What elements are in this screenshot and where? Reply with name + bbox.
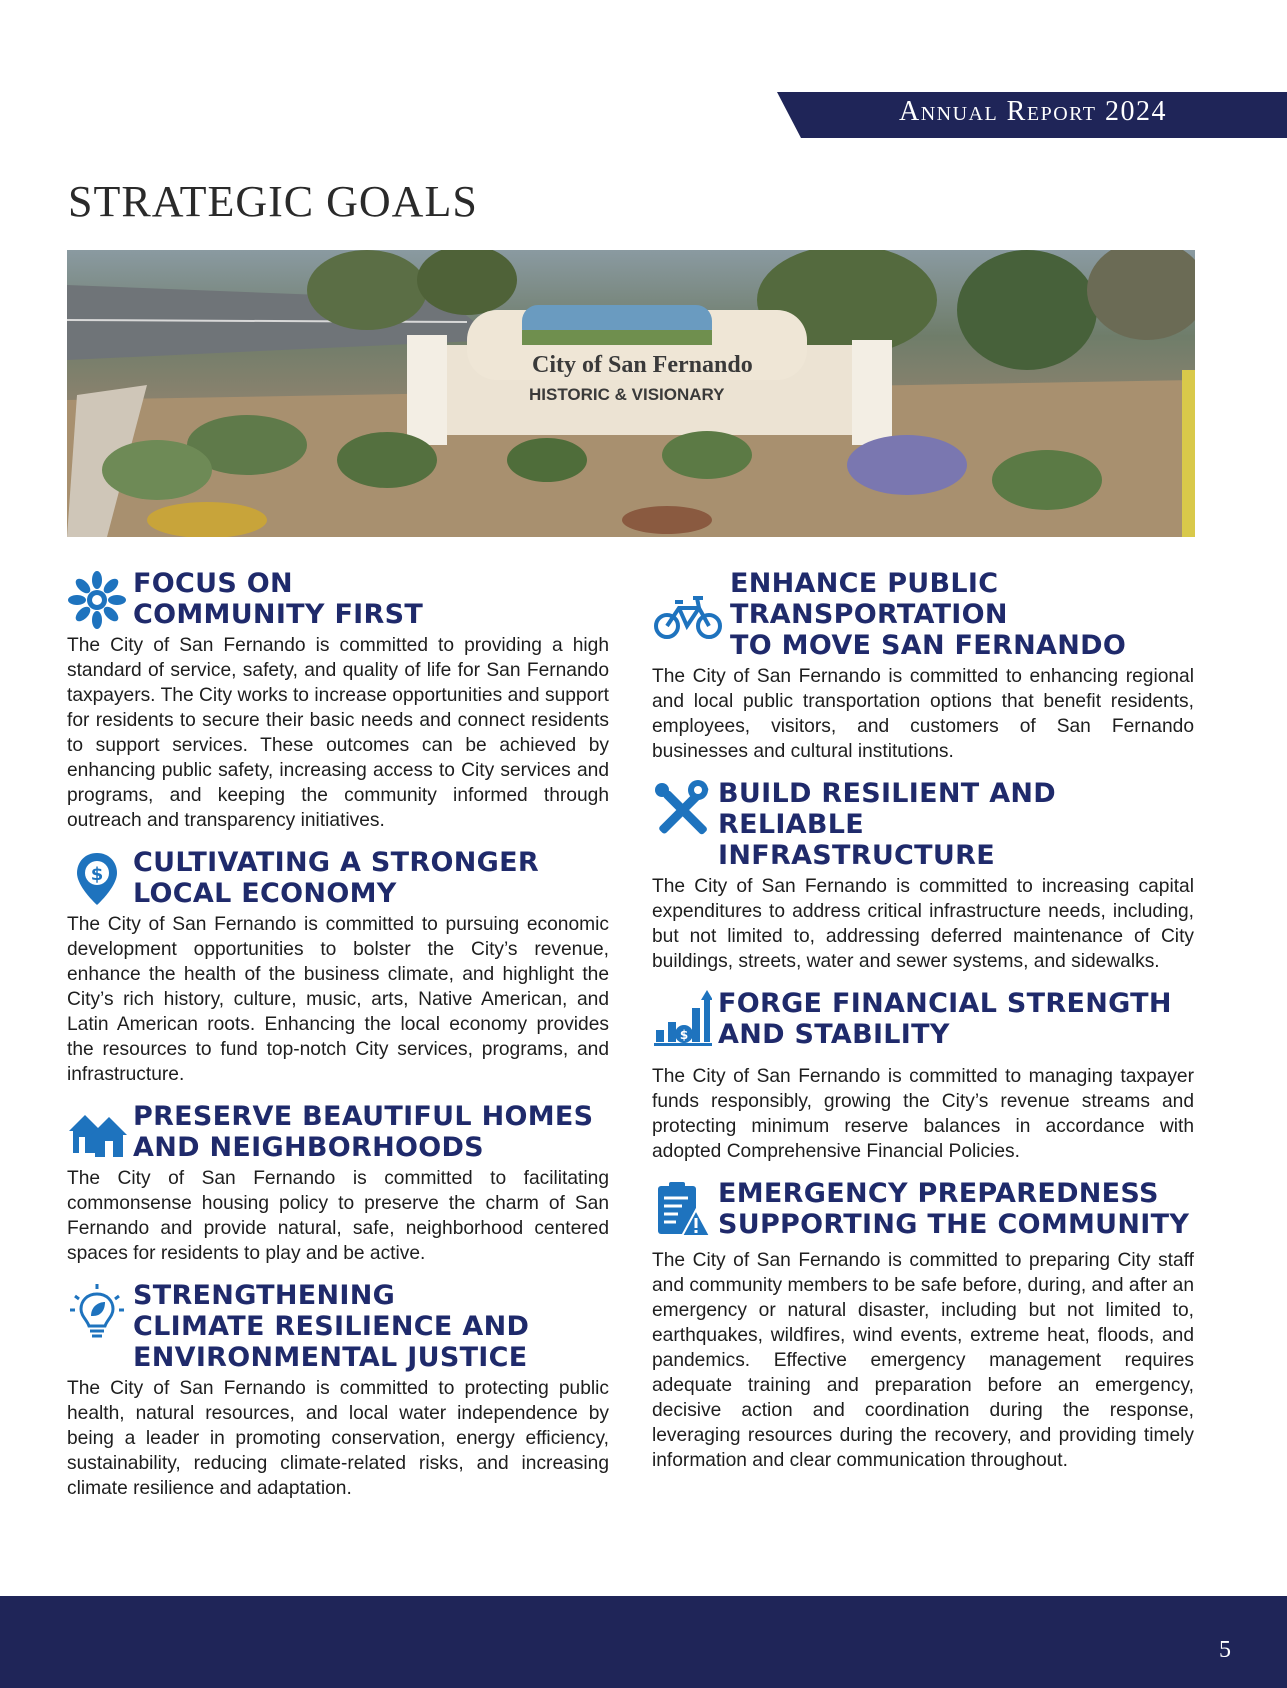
goal-description: The City of San Fernando is committed to protecting public health, natural resources, and local water independence by being a leader in promoting conservation, energy efficiency, sustainability, reducing climate-related risks, and increasing climate resilience and adaptation.: [67, 1378, 609, 1499]
goal-title: STRENGTHENING CLIMATE RESILIENCE AND ENVIRONMENTAL JUSTICE: [133, 1280, 530, 1373]
goal-header: [652, 568, 1194, 661]
goal-description: The City of San Fernando is committed to enhancing regional and local public transportation options that benefit residents, employees, visitors, and customers of San Fernando businesses and cultural institutions.: [652, 666, 1194, 762]
page-title: STRATEGIC GOALS: [68, 177, 478, 226]
goal-header: [652, 1178, 1194, 1240]
report-title: Annual Report 2024: [898, 96, 1167, 127]
goal-header: [67, 1101, 609, 1163]
bicycle-icon: [652, 586, 724, 646]
sign-line-1: City of San Fernando: [532, 352, 753, 378]
svg-text:$: $: [679, 1028, 689, 1042]
houses-icon: [67, 1103, 127, 1163]
goal-description: The City of San Fernando is committed to managing taxpayer funds responsibly, growing the City’s revenue streams and protecting minimum reserve balances in accordance with adopted Comprehensive Financial Policies.: [652, 1066, 1194, 1162]
goal-title: CULTIVATING A STRONGER LOCAL ECONOMY: [133, 847, 539, 909]
city-sign-illustration: [67, 250, 1195, 537]
sign-line-2: HISTORIC & VISIONARY: [529, 385, 725, 404]
page-number: 5: [1219, 1637, 1231, 1663]
footer-band: [0, 1596, 1287, 1688]
goal-climate-resilience: [67, 1280, 609, 1501]
goal-title: ENHANCE PUBLIC TRANSPORTATION TO MOVE SAN FERNANDO: [730, 568, 1127, 661]
goal-financial-strength: [652, 988, 1194, 1164]
goal-community-first: [67, 568, 609, 833]
goal-local-economy: [67, 847, 609, 1087]
goal-header: [67, 568, 609, 630]
goal-title: PRESERVE BEAUTIFUL HOMES AND NEIGHBORHOODS: [133, 1101, 594, 1163]
goal-description: The City of San Fernando is committed to increasing capital expenditures to address critical infrastructure needs, including, but not limited to, addressing deferred maintenance of City buildings, streets, water and sewer systems, and sidewalks.: [652, 876, 1194, 972]
goal-description: The City of San Fernando is committed to facilitating commonsense housing policy to preserve the charm of San Fernando and provide natural, safe, neighborhood centered spaces for residents to play and be active.: [67, 1168, 609, 1264]
goals-left-column: [67, 568, 609, 1501]
hero-photo: [67, 250, 1195, 537]
goal-header: [652, 778, 1194, 871]
goal-homes-neighborhoods: [67, 1101, 609, 1266]
financial-growth-chart-icon: [652, 990, 712, 1050]
goals-right-column: [652, 568, 1194, 1473]
svg-text:$: $: [90, 864, 104, 885]
community-flower-icon: [67, 570, 127, 630]
goal-title: EMERGENCY PREPAREDNESS SUPPORTING THE COMMUNITY: [718, 1178, 1190, 1240]
goal-public-transportation: [652, 568, 1194, 764]
goal-title: BUILD RESILIENT AND RELIABLE INFRASTRUCTURE: [718, 778, 1057, 871]
goal-title: FORGE FINANCIAL STRENGTH AND STABILITY: [718, 988, 1172, 1050]
goal-title: FOCUS ON COMMUNITY FIRST: [133, 568, 424, 630]
goal-emergency-preparedness: [652, 1178, 1194, 1473]
goal-header: [67, 847, 609, 909]
goal-infrastructure: [652, 778, 1194, 974]
dollar-pin-icon: [67, 849, 127, 909]
clipboard-warning-icon: [652, 1180, 712, 1240]
goal-description: The City of San Fernando is committed to providing a high standard of service, safety, and quality of life for San Fernando taxpayers. The City works to increase opportunities and support for residents to secure their basic needs and connect residents to support services. These outcomes can be achieved by enhancing public safety, increasing access to City services and programs, and keeping the community informed through outreach and transparency initiatives.: [67, 635, 609, 831]
goal-description: The City of San Fernando is committed to pursuing economic development opportunities to bolster the City’s revenue, enhance the health of the business climate, and highlight the City’s rich history, culture, music, arts, Native American, and Latin American roots. Enhancing the local economy provides the resources to fund top-notch City services, programs, and infrastructure.: [67, 914, 609, 1085]
wrench-screwdriver-icon: [652, 780, 712, 840]
goal-description: The City of San Fernando is committed to preparing City staff and community members to be safe before, during, and after an emergency or natural disaster, including but not limited to, earthquakes, wildfires, wind events, extreme heat, floods, and pandemics. Effective emergency management requires adequate training and preparation before an emergency, decisive action and coordination during the response, leveraging resources during the recovery, and providing timely information and clear communication throughout.: [652, 1250, 1194, 1471]
goal-header: [652, 988, 1194, 1050]
goal-header: [67, 1280, 609, 1373]
eco-lightbulb-icon: [67, 1282, 127, 1342]
